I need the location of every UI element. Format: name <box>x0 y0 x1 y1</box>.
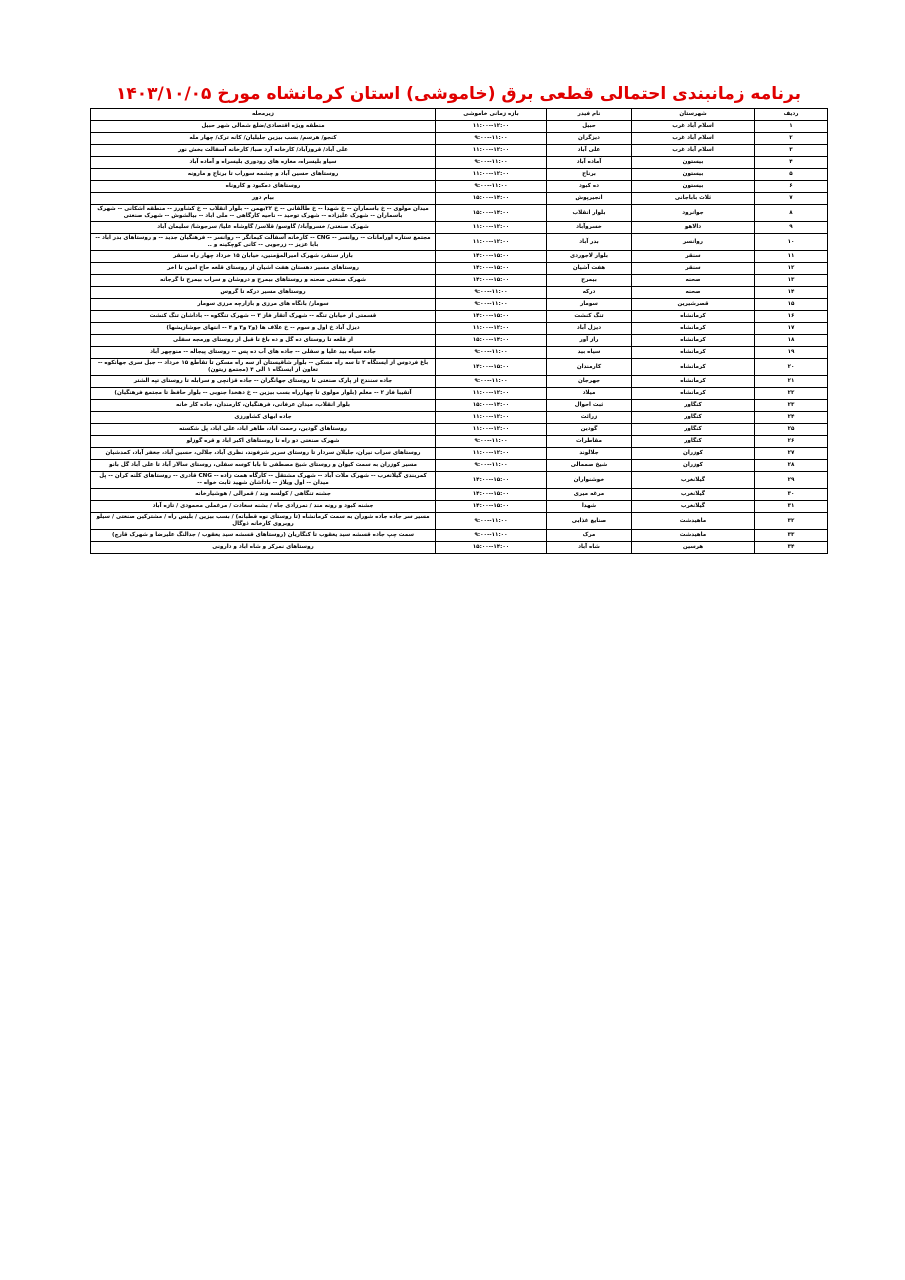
table-body <box>91 121 828 554</box>
outage-schedule-table <box>90 108 828 554</box>
feeder-cell: جهرجان <box>547 376 632 388</box>
row-number-cell: ۱۰ <box>755 234 828 251</box>
feeder-cell: هفت آشیان <box>547 263 632 275</box>
table-row <box>91 424 828 436</box>
county-cell: اسلام آباد غرب <box>632 121 755 133</box>
county-cell: کرمانشاه <box>632 376 755 388</box>
row-number-cell: ۲۴ <box>755 412 828 424</box>
outage-time-cell: ۱۵:۰۰--۱۴:۰۰ <box>436 275 547 287</box>
county-cell: کرمانشاه <box>632 311 755 323</box>
feeder-cell: برناج <box>547 169 632 181</box>
table-row <box>91 145 828 157</box>
county-cell: کنگاور <box>632 412 755 424</box>
county-cell: اسلام آباد غرب <box>632 145 755 157</box>
area-cell: جاده ابهای کشاورزی <box>91 412 436 424</box>
county-cell: کنگاور <box>632 436 755 448</box>
county-cell: گیلانغرب <box>632 501 755 513</box>
area-cell: مجتمع ستاره اورامانات -- روانسر -- CNG -- کارخانه آسفالت کیمانگر -- روانسر -- فرهنگیان جدید -- و روستاهای بدر اباد -- بابا عزیز -- زرجوبی -- کانی کوچکینه و .. <box>91 234 436 251</box>
county-cell: گیلانغرب <box>632 472 755 489</box>
outage-time-cell: ۱۴:۰۰--۱۵:۰۰ <box>436 205 547 222</box>
area-cell: جاده سیاه بید علیا و سفلی -- جاده های آب ده پس -- روستای پیجاله -- منوچهر آباد <box>91 347 436 359</box>
county-cell: ماهیدشت <box>632 530 755 542</box>
feeder-cell: دیزل آباد <box>547 323 632 335</box>
feeder-cell: انجیرپوش <box>547 193 632 205</box>
county-cell: اسلام آباد غرب <box>632 133 755 145</box>
county-cell: هرسین <box>632 542 755 554</box>
row-number-cell: ۱۷ <box>755 323 828 335</box>
area-cell: علی آباد/ قروزآباد/ کارخانه آرد صبا/ کارخانه آسفالت بخش نور <box>91 145 436 157</box>
area-cell: شهرک صنعتی/ خسروآباد/ گاوسو/ قلاسر/ گاوشاه علیا/ سرجوشا/ سلیمان آباد <box>91 222 436 234</box>
row-number-cell: ۲۹ <box>755 472 828 489</box>
table-row <box>91 205 828 222</box>
area-cell: سومار/ بانگاه های مرزی و بازارچه مرزی سومار <box>91 299 436 311</box>
table-row <box>91 335 828 347</box>
feeder-cell: ده کبود <box>547 181 632 193</box>
table-row <box>91 311 828 323</box>
row-number-cell: ۲۵ <box>755 424 828 436</box>
area-cell: روستاهای دمکبود و کاروناه <box>91 181 436 193</box>
feeder-cell: جلالوند <box>547 448 632 460</box>
feeder-cell: حبیل <box>547 121 632 133</box>
feeder-cell: خسروآباد <box>547 222 632 234</box>
area-cell: منطقه ویژه اقتصادی/ضلع شمالی شهر حبیل <box>91 121 436 133</box>
county-cell: سنقر <box>632 263 755 275</box>
county-cell: سنقر <box>632 251 755 263</box>
outage-time-cell: ۱۴:۰۰--۱۵:۰۰ <box>436 193 547 205</box>
table-row <box>91 251 828 263</box>
area-cell: شهرک صنعتی صحنه و روستاهای بیمرج و دروشان و سراب بیمرج تا گرجانه <box>91 275 436 287</box>
area-cell: بازار سنقر، شهرک امیرالمؤمنین، خیابان ۱۵ خرداد چهار راه سنقر <box>91 251 436 263</box>
county-cell: ثلاث باباجانی <box>632 193 755 205</box>
table-row <box>91 513 828 530</box>
area-cell: آتقیبا فاز ۲ -- معلم (بلوار مولوی تا چهارراه بسب بیزین -- خ دهخدا جنوبی -- بلوار حافظ تا مجتمع فرهنگیان) <box>91 388 436 400</box>
feeder-cell: مرغه میری <box>547 489 632 501</box>
county-cell: جوانرود <box>632 205 755 222</box>
county-cell: کرمانشاه <box>632 323 755 335</box>
row-number-cell: ۱۲ <box>755 263 828 275</box>
outage-time-cell: ۱۱:۰۰--۹:۰۰ <box>436 133 547 145</box>
county-cell: کوزران <box>632 460 755 472</box>
table-row <box>91 287 828 299</box>
feeder-cell: مقاطرات <box>547 436 632 448</box>
table-row <box>91 448 828 460</box>
area-cell: باغ فردوس از ایستگاه ۲ تا سه راه مسکن -- بلوار شاقیستان از سه راه مسکن تا تقاطع ۱۵ خرداد -- جبل سری جهانکوه -- تعاون از ایستگاه ۱ الی ۴ (مجتمع زیتون) <box>91 359 436 376</box>
table-row <box>91 400 828 412</box>
outage-time-cell: ۱۵:۰۰--۱۴:۰۰ <box>436 359 547 376</box>
row-number-cell: ۱۱ <box>755 251 828 263</box>
feeder-cell: راز آور <box>547 335 632 347</box>
area-cell: سیاو بلیسراه، مغازه های رودوری بلیسراه و آماده آباد <box>91 157 436 169</box>
feeder-cell: میلاد <box>547 388 632 400</box>
county-cell: کرمانشاه <box>632 347 755 359</box>
county-cell: دالاهو <box>632 222 755 234</box>
feeder-cell: دیزگران <box>547 133 632 145</box>
row-number-cell: ۲۶ <box>755 436 828 448</box>
outage-time-cell: ۱۵:۰۰--۱۴:۰۰ <box>436 251 547 263</box>
row-number-cell: ۳۴ <box>755 542 828 554</box>
row-number-cell: ۱ <box>755 121 828 133</box>
feeder-cell: خوشنواران <box>547 472 632 489</box>
outage-time-cell: ۱۲:۰۰--۱۱:۰۰ <box>436 169 547 181</box>
outage-time-cell: ۱۱:۰۰--۹:۰۰ <box>436 436 547 448</box>
county-cell: کوزران <box>632 448 755 460</box>
row-number-cell: ۶ <box>755 181 828 193</box>
table-row <box>91 181 828 193</box>
outage-time-cell: ۱۱:۰۰--۹:۰۰ <box>436 513 547 530</box>
row-number-cell: ۱۳ <box>755 275 828 287</box>
county-cell: بیستون <box>632 157 755 169</box>
table-row <box>91 169 828 181</box>
table-row <box>91 542 828 554</box>
table-row <box>91 501 828 513</box>
table-row <box>91 472 828 489</box>
row-number-cell: ۲۰ <box>755 359 828 376</box>
feeder-cell: شیخ صممالی <box>547 460 632 472</box>
row-number-cell: ۵ <box>755 169 828 181</box>
area-cell: روستاهای مسیر دهستان هفت اشیان از روستای قلعه حاج امین تا اخر <box>91 263 436 275</box>
table-row <box>91 530 828 542</box>
feeder-cell: شاه آباد <box>547 542 632 554</box>
county-cell: کرمانشاه <box>632 359 755 376</box>
table-row <box>91 347 828 359</box>
outage-time-cell: ۱۴:۰۰--۱۵:۰۰ <box>436 400 547 412</box>
row-number-cell: ۲۲ <box>755 388 828 400</box>
feeder-cell: تنگ کنشت <box>547 311 632 323</box>
row-number-cell: ۹ <box>755 222 828 234</box>
outage-time-cell: ۱۱:۰۰--۹:۰۰ <box>436 157 547 169</box>
outage-time-cell: ۱۴:۰۰--۱۵:۰۰ <box>436 542 547 554</box>
area-cell: دیزل آباد خ اول و سوم -- خ علاف ها (و۲ و۳ و ۴ -- انتهای جوشازیشها) <box>91 323 436 335</box>
row-number-cell: ۳ <box>755 145 828 157</box>
area-cell: سمت چپ جاده قسشه سید یعقوب تا کنگاریان (روستاهای قسشه سید یعقوب / جدالنگ علیرضا و شهرک قارچ) <box>91 530 436 542</box>
row-number-cell: ۱۶ <box>755 311 828 323</box>
outage-time-cell: ۱۲:۰۰--۱۱:۰۰ <box>436 424 547 436</box>
table-row <box>91 275 828 287</box>
table-row <box>91 489 828 501</box>
outage-time-cell: ۱۱:۰۰--۹:۰۰ <box>436 460 547 472</box>
row-number-cell: ۲۳ <box>755 400 828 412</box>
table-row <box>91 359 828 376</box>
feeder-cell: بلوار لاجوردی <box>547 251 632 263</box>
area-cell: روستاهای حسین آباد و چشمه سوراب تا برناج و مارونه <box>91 169 436 181</box>
feeder-cell: بیمرج <box>547 275 632 287</box>
feeder-cell: سیاه بید <box>547 347 632 359</box>
feeder-cell: آماده آباد <box>547 157 632 169</box>
outage-time-cell: ۱۵:۰۰--۱۴:۰۰ <box>436 472 547 489</box>
page-title: برنامه زمانبندی احتمالی قطعی برق (خاموشی) استان کرمانشاه مورخ ۱۴۰۳/۱۰/۰۵ <box>116 84 801 104</box>
area-cell: کنجو/ هرسم/ بسب بیزین جلیلیان/ کانه ترک/ چهار مله <box>91 133 436 145</box>
county-cell: کرمانشاه <box>632 388 755 400</box>
outage-time-cell: ۱۵:۰۰--۱۴:۰۰ <box>436 501 547 513</box>
outage-time-cell: ۱۲:۰۰--۱۱:۰۰ <box>436 388 547 400</box>
county-cell: قصرشیرین <box>632 299 755 311</box>
row-number-cell: ۴ <box>755 157 828 169</box>
table-row <box>91 133 828 145</box>
feeder-cell: بلوار انقلاب <box>547 205 632 222</box>
table-row <box>91 299 828 311</box>
outage-time-cell: ۱۱:۰۰--۹:۰۰ <box>436 299 547 311</box>
area-cell: جاده سنندج از پارک صنعتی تا روستای جهانگران -- جاده قزانچی و سرابله تا روستای تپه الشتر <box>91 376 436 388</box>
outage-time-cell: ۱۵:۰۰--۱۴:۰۰ <box>436 263 547 275</box>
table-row <box>91 157 828 169</box>
row-number-cell: ۱۵ <box>755 299 828 311</box>
row-number-cell: ۲ <box>755 133 828 145</box>
area-cell: از قلعه تا روستای ده گل و ده باغ تا قبل از روستای ورمجه سفلی <box>91 335 436 347</box>
area-cell: جشنه کبود و رونه مند / نمرزادی جاه / بشنه سعادت / مرغملی محمودی / تازه آباد <box>91 501 436 513</box>
feeder-cell: علی آباد <box>547 145 632 157</box>
county-cell: کرمانشاه <box>632 335 755 347</box>
outage-time-cell: ۱۵:۰۰--۱۴:۰۰ <box>436 311 547 323</box>
table-row <box>91 436 828 448</box>
table-row <box>91 323 828 335</box>
county-cell: صحنه <box>632 287 755 299</box>
header-feeder: نام فیدر <box>547 109 632 121</box>
county-cell: کنگاور <box>632 424 755 436</box>
feeder-cell: ثبت احوال <box>547 400 632 412</box>
area-cell: مسیر کوزران به سمت کیوان و روستای شیخ مصطفی تا بابا کوسه سفلی، روستای سالار آباد تا علی آباد گل بانو <box>91 460 436 472</box>
area-cell: مسیر سر جاده جاده شوران به سمت کرمانشاه (تا روستای نوه قطبانه) / بسب بیزین / بلیس راه / مشترکین صنعتی / سیلو روبروی کارخانه ذوگال <box>91 513 436 530</box>
row-number-cell: ۱۹ <box>755 347 828 359</box>
county-cell: ماهیدشت <box>632 513 755 530</box>
feeder-cell: مرک <box>547 530 632 542</box>
area-cell: شهرک صنعتی دو راه تا روستاهای اکبر اباد و قره گوزلو <box>91 436 436 448</box>
county-cell: روانسر <box>632 234 755 251</box>
table-row <box>91 121 828 133</box>
area-cell: روستاهای سراب نیران، جلیلان سردار تا روستای سریر شرفوند، نظری آباد، جلالی، حسین آباد، جعفر آباد، کمدشیان <box>91 448 436 460</box>
outage-time-cell: ۱۲:۰۰--۱۱:۰۰ <box>436 145 547 157</box>
feeder-cell: گودین <box>547 424 632 436</box>
row-number-cell: ۸ <box>755 205 828 222</box>
outage-time-cell: ۱۱:۰۰--۹:۰۰ <box>436 376 547 388</box>
table-row <box>91 376 828 388</box>
area-cell: روستاهای نمرکر و شاه اباد و دارونی <box>91 542 436 554</box>
row-number-cell: ۲۷ <box>755 448 828 460</box>
outage-time-cell: ۱۴:۰۰--۱۵:۰۰ <box>436 335 547 347</box>
area-cell: بلوار انقلاب، میدان عرفانی، فرهنگیان، کارمندان، جاده کار خانه <box>91 400 436 412</box>
outage-time-cell: ۱۱:۰۰--۹:۰۰ <box>436 181 547 193</box>
outage-time-cell: ۱۵:۰۰--۱۴:۰۰ <box>436 489 547 501</box>
outage-time-cell: ۱۲:۰۰--۱۱:۰۰ <box>436 222 547 234</box>
area-cell: جشنه تنگاهی / کولسه وند / قمرالی / هوشیارخانه <box>91 489 436 501</box>
outage-time-cell: ۱۲:۰۰--۱۱:۰۰ <box>436 234 547 251</box>
table-row <box>91 193 828 205</box>
outage-time-cell: ۱۲:۰۰--۱۱:۰۰ <box>436 323 547 335</box>
area-cell: قسمتی از خیابان تنگه -- شهرک آتقار فاز ۳ -- شهرک تنگکوه -- باداشان تنگ کنشت <box>91 311 436 323</box>
area-cell: کمربندی گیلانغرب -- شهرک ملات آباد -- شهرک مشتقل -- کارگاه همت زاده -- CNG قادری -- روستاهای کلنه کران -- پل میدان -- اول ویلاژ -- باداشان شهید ثابت خواه -- <box>91 472 436 489</box>
table-row <box>91 263 828 275</box>
row-number-cell: ۷ <box>755 193 828 205</box>
county-cell: کنگاور <box>632 400 755 412</box>
table-row <box>91 412 828 424</box>
county-cell: گیلانغرب <box>632 489 755 501</box>
row-number-cell: ۱۸ <box>755 335 828 347</box>
header-area: زیرمحله <box>91 109 436 121</box>
outage-time-cell: ۱۲:۰۰--۱۱:۰۰ <box>436 121 547 133</box>
header-row-no: ردیف <box>755 109 828 121</box>
feeder-cell: بدر آباد <box>547 234 632 251</box>
table-row <box>91 388 828 400</box>
feeder-cell: صنایع غذایی <box>547 513 632 530</box>
feeder-cell: سومار <box>547 299 632 311</box>
row-number-cell: ۲۸ <box>755 460 828 472</box>
outage-time-cell: ۱۲:۰۰--۱۱:۰۰ <box>436 448 547 460</box>
area-cell: بیام دور <box>91 193 436 205</box>
table-row <box>91 234 828 251</box>
table-row <box>91 222 828 234</box>
outage-time-cell: ۱۱:۰۰--۹:۰۰ <box>436 347 547 359</box>
outage-time-cell: ۱۲:۰۰--۱۱:۰۰ <box>436 412 547 424</box>
row-number-cell: ۳۳ <box>755 530 828 542</box>
county-cell: صحنه <box>632 275 755 287</box>
row-number-cell: ۳۱ <box>755 501 828 513</box>
county-cell: بیستون <box>632 169 755 181</box>
header-county: شهرستان <box>632 109 755 121</box>
outage-time-cell: ۱۱:۰۰--۹:۰۰ <box>436 287 547 299</box>
area-cell: روستاهای گودین، رحمت اباد، طاهر اباد، علی اباد، پل شکسته <box>91 424 436 436</box>
outage-time-cell: ۱۱:۰۰--۹:۰۰ <box>436 530 547 542</box>
row-number-cell: ۱۴ <box>755 287 828 299</box>
row-number-cell: ۳۲ <box>755 513 828 530</box>
row-number-cell: ۳۰ <box>755 489 828 501</box>
table-row <box>91 460 828 472</box>
county-cell: بیستون <box>632 181 755 193</box>
area-cell: میدان مولوی -- خ باسماران -- خ شهدا -- خ طالقانی -- خ ۲۲بهمن -- بلوار انقلاب -- خ کشاورز -- منطقه اشکانی -- شهرک باسماران -- شهرک علیزاده -- شهرک توحید -- ناحیه کارگاهی -- ملی اباد -- بیالشوش -- شهرک صنعتی <box>91 205 436 222</box>
feeder-cell: زرائت <box>547 412 632 424</box>
feeder-cell: کارمندان <box>547 359 632 376</box>
header-time: بازه زمانی خاموشی <box>436 109 547 121</box>
row-number-cell: ۲۱ <box>755 376 828 388</box>
table-header <box>91 109 828 121</box>
feeder-cell: شهدا <box>547 501 632 513</box>
area-cell: روستاهای مسیر درکه تا گروس <box>91 287 436 299</box>
feeder-cell: درکه <box>547 287 632 299</box>
